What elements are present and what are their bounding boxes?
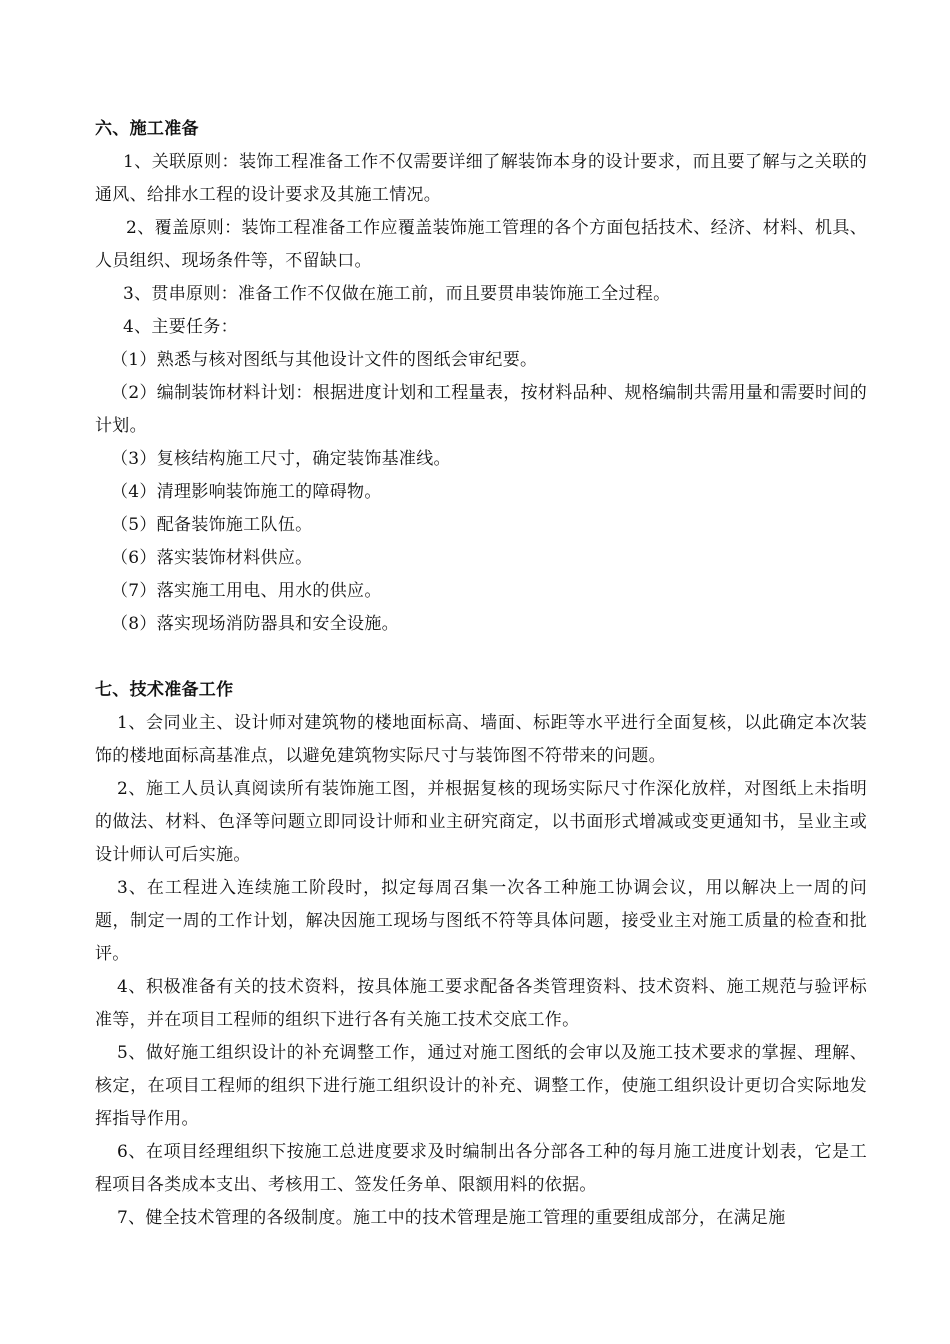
paragraph: 1、关联原则：装饰工程准备工作不仅需要详细了解装饰本身的设计要求，而且要了解与之关联的通风、给排水工程的设计要求及其施工情况。 — [95, 152, 867, 205]
list-item: （4）清理影响装饰施工的障碍物。 — [111, 482, 382, 502]
section-heading-technical-preparation: 七、技术准备工作 — [95, 680, 234, 700]
list-item: （2）编制装饰材料计划：根据进度计划和工程量表，按材料品种、规格编制共需用量和需要时间的计划。 — [95, 383, 867, 436]
list-item: （3）复核结构施工尺寸，确定装饰基准线。 — [111, 449, 451, 469]
document-body — [95, 113, 867, 1235]
section-spacer — [95, 641, 867, 674]
list-item: （1）熟悉与核对图纸与其他设计文件的图纸会审纪要。 — [111, 350, 538, 370]
paragraph: 5、做好施工组织设计的补充调整工作，通过对施工图纸的会审以及施工技术要求的掌握、理解、核定，在项目工程师的组织下进行施工组织设计的补充、调整工作，使施工组织设计更切合实际地发挥指导作用。 — [95, 1043, 867, 1129]
paragraph: 7、健全技术管理的各级制度。施工中的技术管理是施工管理的重要组成部分，在满足施 — [117, 1208, 786, 1228]
paragraph: 3、贯串原则：准备工作不仅做在施工前，而且要贯串装饰施工全过程。 — [123, 284, 671, 304]
section-heading-construction-preparation: 六、施工准备 — [95, 119, 199, 139]
paragraph: 4、积极准备有关的技术资料，按具体施工要求配备各类管理资料、技术资料、施工规范与验评标准等，并在项目工程师的组织下进行各有关施工技术交底工作。 — [95, 977, 867, 1030]
paragraph: 2、施工人员认真阅读所有装饰施工图，并根据复核的现场实际尺寸作深化放样，对图纸上未指明的做法、材料、色泽等问题立即同设计师和业主研究商定，以书面形式增减或变更通知书，呈业主或设计师认可后实施。 — [95, 779, 867, 865]
paragraph: 4、主要任务： — [123, 317, 238, 337]
paragraph: 1、会同业主、设计师对建筑物的楼地面标高、墙面、标距等水平进行全面复核，以此确定本次装饰的楼地面标高基准点，以避免建筑物实际尺寸与装饰图不符带来的问题。 — [95, 713, 867, 766]
paragraph: 3、在工程进入连续施工阶段时，拟定每周召集一次各工种施工协调会议，用以解决上一周的问题，制定一周的工作计划，解决因施工现场与图纸不符等具体问题，接受业主对施工质量的检查和批评。 — [95, 878, 867, 964]
list-item: （6）落实装饰材料供应。 — [111, 548, 313, 568]
list-item: （5）配备装饰施工队伍。 — [111, 515, 313, 535]
list-item: （8）落实现场消防器具和安全设施。 — [111, 614, 399, 634]
paragraph: 2、覆盖原则：装饰工程准备工作应覆盖装饰施工管理的各个方面包括技术、经济、材料、机具、人员组织、现场条件等，不留缺口。 — [95, 218, 867, 271]
list-item: （7）落实施工用电、用水的供应。 — [111, 581, 382, 601]
paragraph: 6、在项目经理组织下按施工总进度要求及时编制出各分部各工种的每月施工进度计划表，它是工程项目各类成本支出、考核用工、签发任务单、限额用料的依据。 — [95, 1142, 867, 1195]
